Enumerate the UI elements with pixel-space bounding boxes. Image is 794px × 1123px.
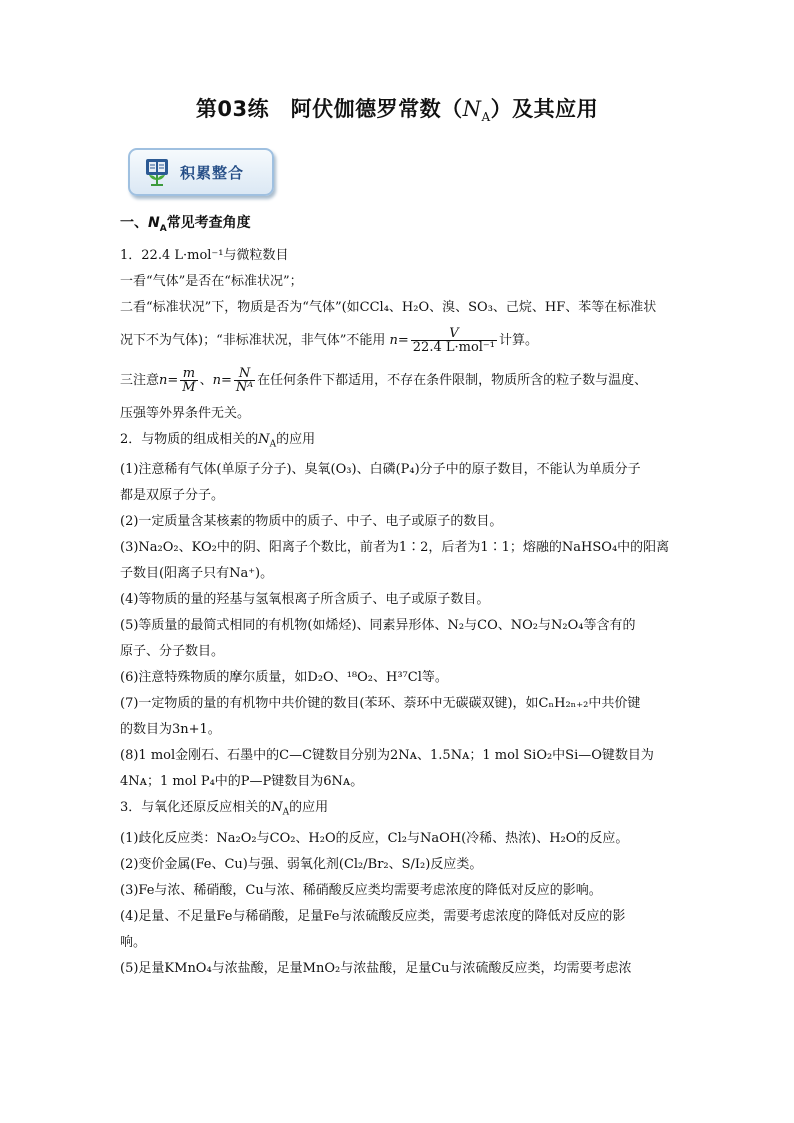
paragraph: (3)Fe与浓、稀硝酸，Cu与浓、稀硝酸反应类均需要考虑浓度的降低对反应的影响。 (120, 882, 602, 898)
page-title (0, 93, 794, 124)
subheading: 2．与物质的组成相关的$N_A$的应用 (120, 431, 316, 450)
paragraph: (4)足量、不足量Fe与稀硝酸，足量Fe与浓硫酸反应类，需要考虑浓度的降低对反应的影 (120, 908, 626, 924)
title-part-a: 第03练 阿伏伽德罗常数（ (195, 97, 463, 121)
paragraph: (5)等质量的最简式相同的有机物(如烯烃)、同素异形体、N₂与CO、NO₂与N₂O₄等含有的 (120, 618, 636, 634)
paragraph-with-formula: 况下不为气体)；“非标准状况，非气体”不能用 n= $\frac{V}{\text{22.4 L·mol⁻¹}}$ 计算。 (120, 325, 539, 355)
paragraph: 响。 (120, 934, 147, 950)
paragraph-with-formula: 三注意n= $\frac{m}{M}$ 、n= $\frac{N}{\text{Nᴬ}}$ 在任何条件下都适用，不存在条件限制，物质所含的粒子数与温度、 (120, 365, 648, 395)
paragraph: (8)1 mol金刚石、石墨中的C—C键数目分别为2Nᴀ、1.5Nᴀ；1 mol SiO₂中Si—O键数目为 (120, 748, 654, 764)
paragraph: 都是双原子分子。 (120, 488, 225, 504)
paragraph: 压强等外界条件无关。 (120, 405, 251, 421)
paragraph: 的数目为3n+1。 (120, 722, 221, 738)
title-symbol: $N_A$ (462, 97, 491, 125)
paragraph: (1)注意稀有气体(单原子分子)、臭氧(O₃)、白磷(P₄)分子中的原子数目，不能认为单质分子 (120, 462, 641, 478)
paragraph: 原子、分子数目。 (120, 644, 225, 660)
section-badge (128, 148, 274, 196)
section-heading-1: 一、$N_A$常见考查角度 (120, 215, 251, 234)
content-body (120, 210, 675, 982)
book-plant-icon (143, 157, 171, 187)
paragraph: (4)等物质的量的羟基与氢氧根离子所含质子、电子或原子数目。 (120, 592, 490, 608)
paragraph: (7)一定物质的量的有机物中共价键的数目(苯环、萘环中无碳碳双键)，如CₙH₂ₙ₊₂中共价键 (120, 696, 641, 712)
paragraph: 4Nᴀ；1 mol P₄中的P—P键数目为6Nᴀ。 (120, 774, 364, 790)
paragraph: 二看“标准状况”下，物质是否为“气体”(如CCl₄、H₂O、溴、SO₃、己烷、HF、苯等在标准状 (120, 299, 657, 315)
paragraph: (3)Na₂O₂、KO₂中的阴、阳离子个数比，前者为1∶2，后者为1∶1；熔融的NaHSO₄中的阳离 (120, 540, 670, 556)
paragraph: (1)歧化反应类：Na₂O₂与CO₂、H₂O的反应，Cl₂与NaOH(冷稀、热浓)、H₂O的反应。 (120, 830, 629, 846)
fraction: $\frac{N}{\text{Nᴬ}}$ (235, 365, 254, 395)
paragraph: 一看“气体”是否在“标准状况”； (120, 273, 303, 289)
paragraph: (2)一定质量含某核素的物质中的质子、中子、电子或原子的数目。 (120, 514, 503, 530)
subheading: 3．与氧化还原反应相关的$N_A$的应用 (120, 800, 329, 818)
fraction: $\frac{V}{\text{22.4 L·mol⁻¹}}$ (412, 325, 496, 355)
paragraph: (6)注意特殊物质的摩尔质量，如D₂O、¹⁸O₂、H³⁷Cl等。 (120, 670, 448, 686)
paragraph: 子数目(阳离子只有Na⁺)。 (120, 566, 274, 582)
paragraph: (2)变价金属(Fe、Cu)与强、弱氧化剂(Cl₂/Br₂、S/I₂)反应类。 (120, 856, 483, 872)
title-part-b: ）及其应用 (490, 97, 599, 121)
paragraph: 1．22.4 L·mol⁻¹与微粒数目 (120, 247, 289, 263)
paragraph: (5)足量KMnO₄与浓盐酸，足量MnO₂与浓盐酸，足量Cu与浓硫酸反应类，均需要考虑浓 (120, 960, 632, 976)
fraction: $\frac{m}{M}$ (182, 365, 196, 395)
badge-label: 积累整合 (180, 164, 245, 182)
